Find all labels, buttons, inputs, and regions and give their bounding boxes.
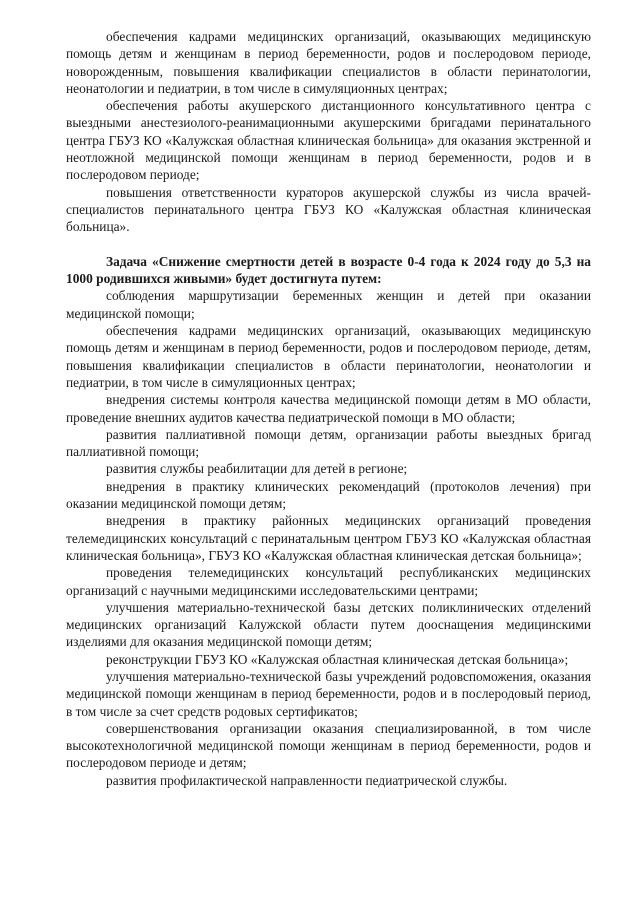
list-item: внедрения в практику клинических рекомендаций (протоколов лечения) при оказании медицинской помощи детям; [66,478,591,512]
list-item: улучшения материально-технической базы учреждений родовспоможения, оказания медицинской помощи женщинам в период беременности, родов и в послеродовый период, в том числе за счет средств родовых сертификатов; [66,668,591,719]
paragraph-curators: повышения ответственности кураторов акушерской службы из числа врачей-специалистов перинатального центра ГБУЗ КО «Калужская областная клиническая больница». [66,184,591,235]
task-heading: Задача «Снижение смертности детей в возрасте 0-4 года к 2024 году до 5,3 на 1000 родившихся живыми» будет достигнута путем: [66,253,591,287]
paragraph-remote-center: обеспечения работы акушерского дистанционного консультативного центра с выездными анестезиолого-реанимационными акушерскими бригадами перинатального центра ГБУЗ КО «Калужская областная клиническая больница» для оказания экстренной и неотложной медицинской помощи женщинам в период беременности, родов и в послеродовом периоде; [66,98,591,183]
list-item: развития службы реабилитации для детей в регионе; [106,461,408,477]
blank-line [66,236,591,253]
document-page [66,28,591,789]
list-item: проведения телемедицинских консультаций республиканских медицинских организаций с научными медицинскими исследовательскими центрами; [66,565,591,598]
list-item: развития профилактической направленности педиатрической службы. [106,772,508,788]
list-item: развития паллиативной помощи детям, организации работы выездных бригад паллиативной помощи; [66,426,591,460]
list-item: совершенствования организации оказания специализированной, в том числе высокотехнологичной медицинской помощи женщинам в период беременности, родов и послеродовом периоде и детям; [66,720,591,771]
paragraph-staffing: обеспечения кадрами медицинских организаций, оказывающих медицинскую помощь детям и женщинам в период беременности, родов и послеродовом периоде, новорожденным, повышения квалификации специалистов в области перинатологии, неонатологии и педиатрии, в том числе в симуляционных центрах; [66,29,591,96]
list-item: реконструкции ГБУЗ КО «Калужская областная клиническая детская больница»; [106,651,569,667]
list-item: внедрения системы контроля качества медицинской помощи детям в МО области, проведение внешних аудитов качества педиатрической помощи в МО области; [66,392,591,425]
list-item: улучшения материально-технической базы детских поликлинических отделений медицинских организаций Калужской области путем дооснащения медицинскими изделиями для оказания медицинской помощи детям; [66,599,591,650]
list-item: внедрения в практику районных медицинских организаций проведения телемедицинских консультаций с перинатальным центром ГБУЗ КО «Калужская областная клиническая больница», ГБУЗ КО «Калужская областная клиническая детская больница»; [66,513,591,563]
list-item: соблюдения маршрутизации беременных женщин и детей при оказании медицинской помощи; [66,288,591,321]
list-item: обеспечения кадрами медицинских организаций, оказывающих медицинскую помощь детям и женщинам в период беременности, родов и послеродовом периоде, детям, повышения квалификации специалистов в области перинатологии, неонатологии и педиатрии, в том числе в симуляционных центрах; [66,323,591,390]
